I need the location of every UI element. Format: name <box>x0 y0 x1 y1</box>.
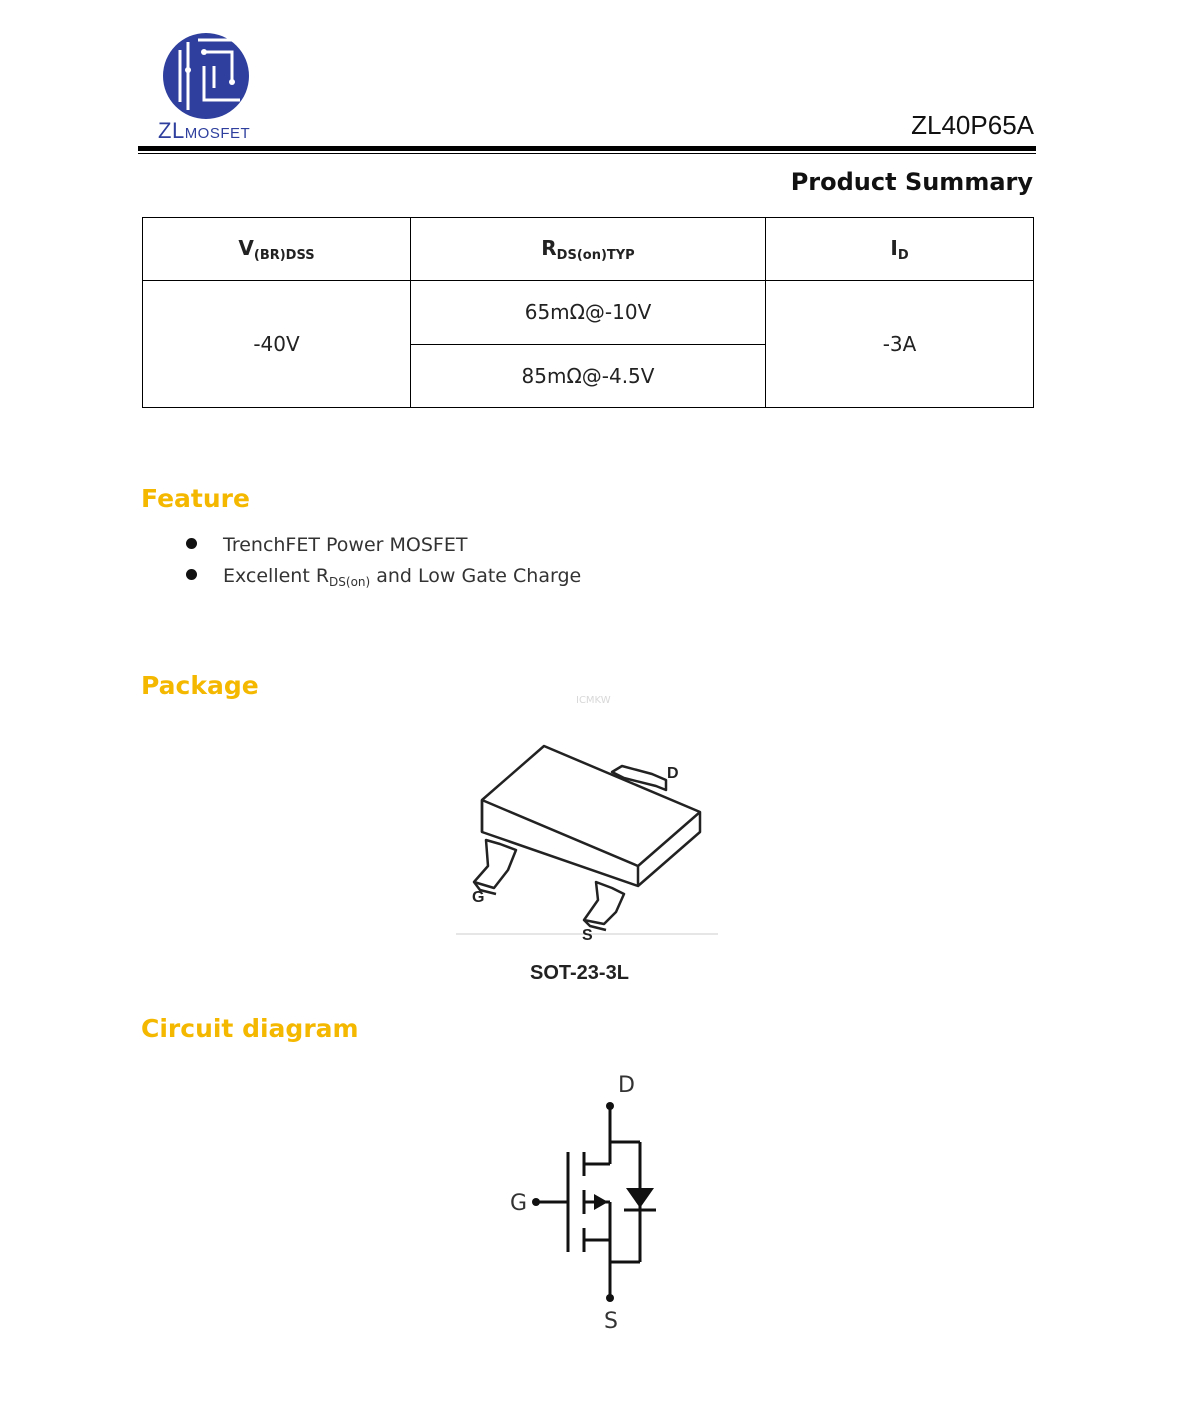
watermark: ICMKW <box>576 695 611 706</box>
package-name: SOT-23-3L <box>530 962 629 984</box>
header-id-sub: D <box>897 247 909 263</box>
part-number: ZL40P65A <box>911 110 1034 140</box>
feature-item-pre: Excellent R <box>223 565 330 587</box>
feature-item-text: TrenchFET Power MOSFET <box>223 534 468 556</box>
header-rdson <box>411 218 766 281</box>
header-id-main: I <box>890 235 898 260</box>
feature-item <box>186 534 467 556</box>
feature-title: Feature <box>141 484 250 513</box>
header-rule-thick <box>138 146 1036 151</box>
bullet-icon <box>186 569 197 580</box>
sot23-package-drawing <box>456 728 720 940</box>
package-pin-s-label: S <box>582 927 593 940</box>
header-rule-thin <box>138 153 1036 154</box>
pmos-circuit-symbol <box>500 1068 680 1336</box>
cell-vbrdss: -40V <box>143 281 411 408</box>
circuit-pin-d-label: D <box>618 1073 635 1098</box>
header-vbrdss <box>143 218 411 281</box>
feature-item <box>186 565 581 589</box>
bullet-icon <box>186 538 197 549</box>
package-pin-g-label: G <box>472 889 485 906</box>
circuit-pin-s-label: S <box>604 1309 618 1334</box>
header-vbrdss-main: V <box>238 235 254 260</box>
header-rdson-main: R <box>541 235 557 260</box>
cell-rds-4v5: 85mΩ@-4.5V <box>411 344 766 407</box>
header-vbrdss-sub: (BR)DSS <box>253 247 315 263</box>
brand-name <box>158 118 250 144</box>
feature-item-post: and Low Gate Charge <box>370 565 582 587</box>
circuit-pin-g-label: G <box>510 1191 528 1216</box>
cell-id: -3A <box>766 281 1034 408</box>
circuit-title: Circuit diagram <box>141 1014 359 1043</box>
cell-rds-10v: 65mΩ@-10V <box>411 281 766 344</box>
brand-big: ZL <box>158 118 185 143</box>
product-summary-table <box>142 217 1034 408</box>
package-pin-d-label: D <box>667 765 679 782</box>
header-id <box>766 218 1034 281</box>
package-title: Package <box>141 671 259 700</box>
product-summary-title: Product Summary <box>790 168 1033 196</box>
feature-item-sub: DS(on) <box>329 575 371 589</box>
header-rdson-sub: DS(on)TYP <box>556 247 635 263</box>
brand-small: MOSFET <box>184 125 251 142</box>
